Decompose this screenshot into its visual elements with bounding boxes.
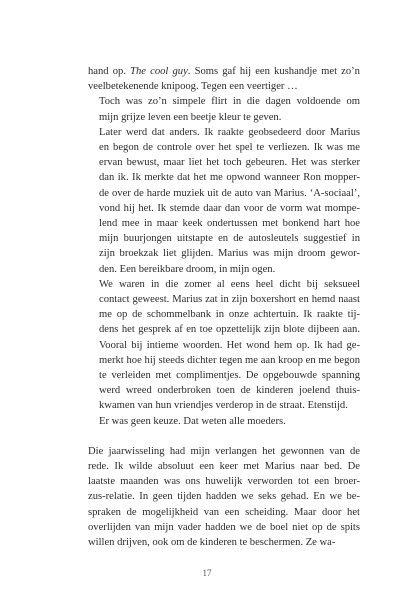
paragraph <box>88 277 360 414</box>
text-line: hand op. The cool guy. Soms gaf hij een kushandje met zo’n <box>88 66 360 77</box>
text-line: lend mee in maar keek ondertussen met bonkend hart hoe <box>99 218 360 230</box>
paragraph <box>88 444 360 550</box>
text-line: de over de harde muziek uit de auto van Marius. ‘A-sociaal’, <box>99 187 360 199</box>
text-line: vond hij het. Ik stemde daar dan voor de vorm wat mompe- <box>99 202 360 214</box>
text-line: laatste maanden was ons huwelijk verworden tot een broer- <box>88 476 360 488</box>
text-line: kwamen van hun vriendjes verderop in de straat. Etenstijd. <box>99 400 348 412</box>
text-line: rede. Ik wilde absoluut een keer met Marius naar bed. De <box>88 461 360 473</box>
text-line: mijn grijze leven een beetje kleur te geven. <box>99 111 282 123</box>
text-line: me op de schommelbank in onze achtertuin. Ik raakte tij- <box>99 309 360 321</box>
paragraph <box>88 125 360 277</box>
paragraph <box>88 414 360 429</box>
emphasis-text: The cool guy <box>130 66 188 77</box>
text-line: contact geweest. Marius zat in zijn boxershort en hemd naast <box>99 294 360 306</box>
paragraph <box>88 64 360 94</box>
text-line: Later werd dat anders. Ik raakte geobsedeerd door Marius <box>99 126 360 138</box>
body-text <box>88 64 360 550</box>
page-number: 17 <box>202 568 212 578</box>
text-line: overlijden van mijn vader hadden we de boel niet op de spits <box>88 521 360 533</box>
text-line: dan ik. Ik merkte dat het me opwond wanneer Ron mopper- <box>99 172 360 184</box>
text-line: ervan bewust, maar liet het toch gebeuren. Het was sterker <box>99 157 360 169</box>
text-line: mijn buurjongen uitstapte en de autosleutels suggestief in <box>99 233 360 245</box>
text-line: te verleiden met complimentjes. De opgebouwde spanning <box>99 370 360 382</box>
text-line: Er was geen keuze. Dat weten alle moeders. <box>99 415 286 427</box>
text-line: den. Een bereikbare droom, in mijn ogen. <box>99 263 276 275</box>
text-line: Vooral bij intieme woorden. Het wond hem op. Ik had ge- <box>99 339 360 351</box>
text-line: merkt hoe hij steeds dichter tegen me aan kroop en me begon <box>99 354 360 366</box>
text-line: We waren in die zomer al eens heel dicht bij seksueel <box>99 278 360 290</box>
text-line: en begon de controle over het spel te verliezen. Ik was me <box>99 142 360 154</box>
text-line: zijn broekzak liet glijden. Marius was mijn droom gewor- <box>99 248 360 260</box>
text-line: willen drijven, ook om de kinderen te beschermen. Ze wa- <box>88 537 336 549</box>
text-line: spraken de mogelijkheid van een scheiding. Maar door het <box>88 506 360 518</box>
text-line: werd wreed onderbroken toen de kinderen joelend thuis- <box>99 385 360 397</box>
text-line: zus-relatie. In geen tijden hadden we seks gehad. En we be- <box>88 491 360 503</box>
text-line: veelbetekenende knipoog. Tegen een veertiger … <box>88 81 298 93</box>
paragraph <box>88 94 360 124</box>
text-line: dens het gesprek af en toe opzettelijk zijn blote dijbeen aan. <box>99 324 360 336</box>
text-line: Die jaarwisseling had mijn verlangen het gewonnen van de <box>88 445 360 457</box>
text-line: Toch was zo’n simpele flirt in die dagen voldoende om <box>99 96 360 108</box>
